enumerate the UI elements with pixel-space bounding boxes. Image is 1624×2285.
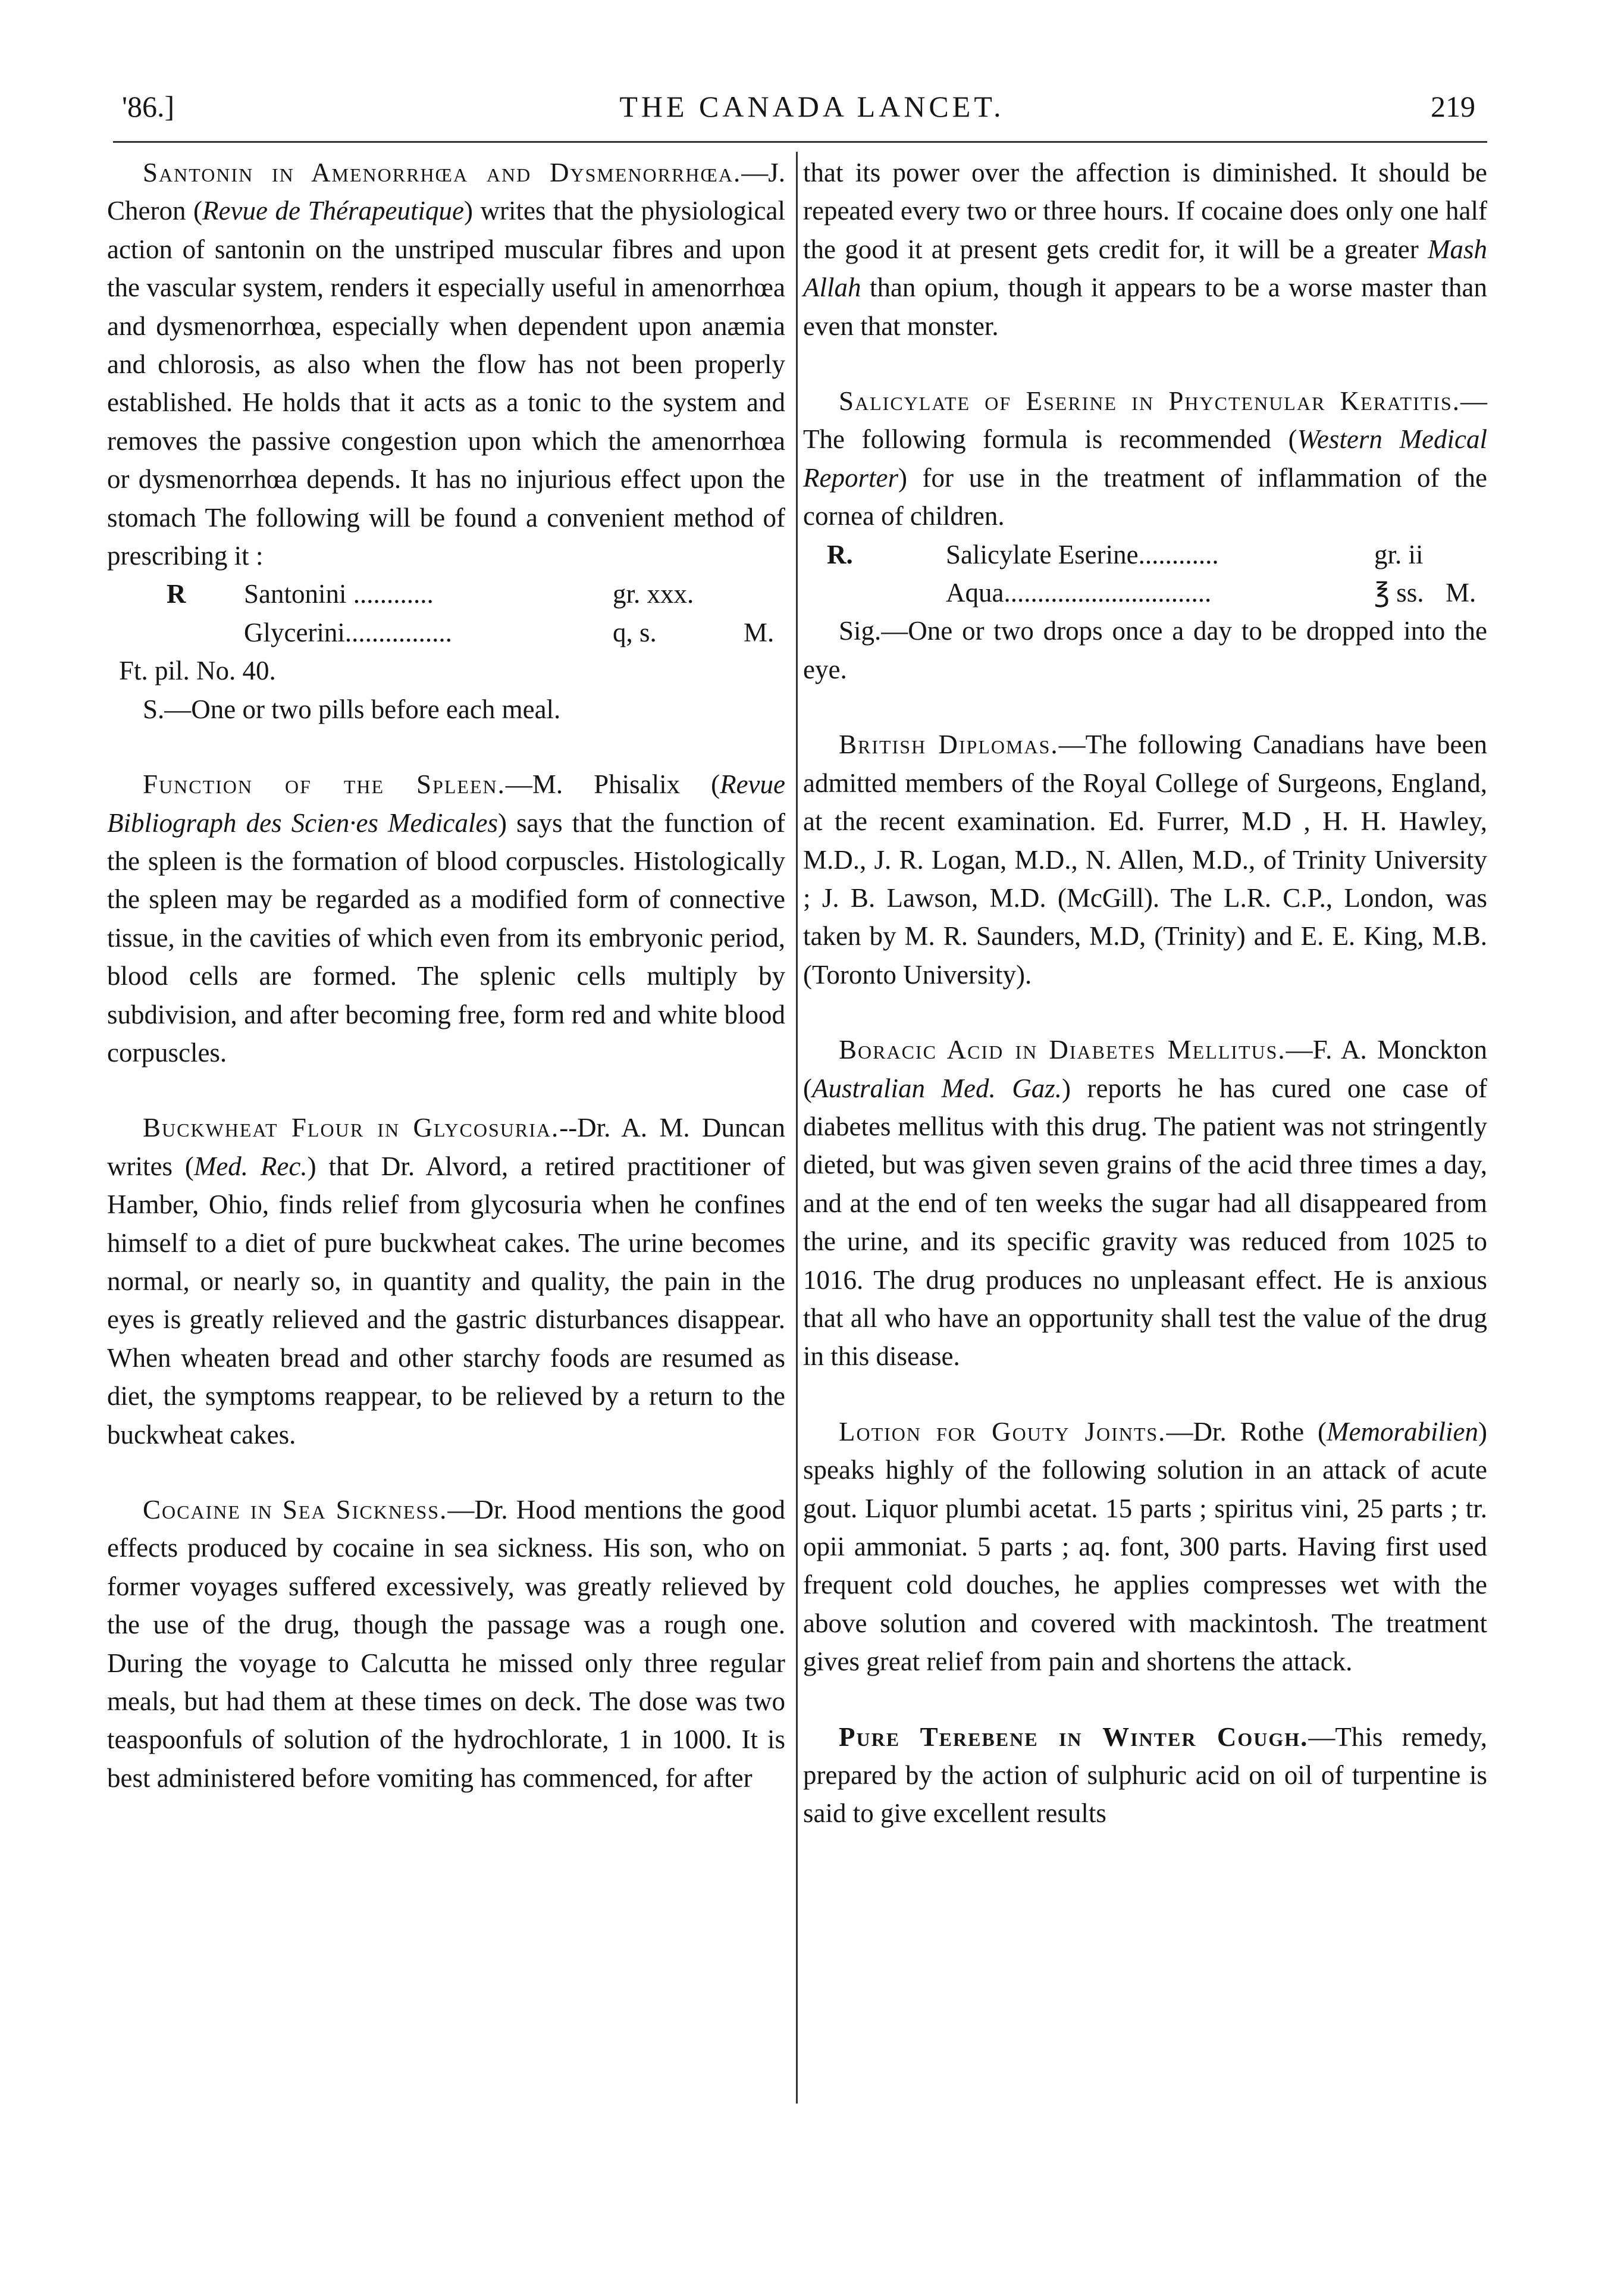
- article-terebene: [803, 1718, 1487, 1833]
- emphasis-text: Mash Allah: [803, 234, 1487, 303]
- article-body: Cocaine in Sea Sickness.—Dr. Hood mentions the good effects produced by cocaine in sea sickness. His son, who on former voyages suffered excessively, was greatly relieved by the use of the drug, though the passage was a rough one. During the voyage to Calcutta he missed only three regular meals, but had them at these times on deck. The dose was two teaspoonfuls of solution of the hydrochlorate, 1 in 1000. It is best administered before vomiting has commenced, for after: [107, 1495, 785, 1793]
- article-cocaine: [107, 1491, 785, 1797]
- source-citation: Revue de Thérapeutique: [202, 196, 464, 226]
- article-eserine: [803, 382, 1487, 688]
- article-title: Santonin in Amenorrhœa and Dysmenorrhœa.: [143, 158, 742, 187]
- column-rule: [796, 152, 798, 2104]
- prescription-line: [107, 613, 785, 652]
- article-title: Boracic Acid in Diabetes Mellitus.: [839, 1035, 1286, 1065]
- source-citation: Med. Rec.: [193, 1151, 308, 1181]
- article-buckwheat: [107, 1109, 785, 1454]
- left-column: [107, 154, 785, 1834]
- article-body: Boracic Acid in Diabetes Mellitus.—F. A. Monckton (Australian Med. Gaz.) reports he has cured one case of diabetes mellitus with this drug. The patient was not stringently dieted, but was given seven grains of the acid three times a day, and at the end of ten weeks the sugar had all disappeared from the urine, and its specific gravity was reduced from 1025 to 1016. The drug produces no unpleasant effect. He is anxious that all who have an opportunity shall test the value of the drug in this disease.: [803, 1035, 1487, 1372]
- article-body: Lotion for Gouty Joints.—Dr. Rothe (Memorabilien) speaks highly of the following solution in an attack of acute gout. Liquor plumbi acetat. 15 parts ; spiritus vini, 25 parts ; tr. opii ammoniat. 5 parts ; aq. font, 300 parts. Having first used frequent cold douches, he applies compresses wet with the above solution and covered with mackintosh. The treatment gives great relief from pain and shortens the attack.: [803, 1416, 1487, 1677]
- right-column: [803, 154, 1487, 1870]
- prescription-line: [107, 575, 785, 613]
- page-number: 219: [1431, 90, 1475, 123]
- article-body: Function of the Spleen.—M. Phisalix (Revue Bibliograph des Scien·es Medicales) says that the function of the spleen is the formation of blood corpuscles. Histologically the spleen may be regarded as a modified form of connective tissue, in the cavities of which even from its embryonic period, blood cells are formed. The splenic cells multiply by subdivision, and after becoming free, form red and white blood corpuscles.: [107, 769, 785, 1068]
- ingredient-name: Glycerini................: [244, 617, 452, 647]
- article-cocaine-continued: [803, 154, 1487, 345]
- source-citation: Western Medical Reporter: [803, 424, 1487, 493]
- header-year: '86.]: [122, 90, 175, 123]
- recipe-symbol: R.: [827, 539, 853, 569]
- misce-mark: M.: [1446, 578, 1476, 608]
- source-citation: Revue Bibliograph des Scien·es Medicales: [107, 769, 785, 838]
- prescription-line: [803, 574, 1487, 612]
- signa-instruction: Sig.—One or two drops once a day to be dropped into the eye.: [803, 616, 1487, 684]
- ingredient-amount: gr. xxx.: [613, 579, 694, 609]
- misce-mark: M.: [744, 617, 775, 647]
- signa-instruction: S.—One or two pills before each meal.: [143, 694, 561, 724]
- ingredient-name: Aqua...............................: [946, 578, 1212, 608]
- article-title: British Diplomas.: [839, 730, 1059, 760]
- article-body: Salicylate of Eserine in Phyctenular Keratitis.—The following formula is recommended (Western Medical Reporter) for use in the treatment of inflammation of the cornea of children.: [803, 386, 1487, 531]
- article-body: Buckwheat Flour in Glycosuria.--Dr. A. M. Duncan writes (Med. Rec.) that Dr. Alvord, a retired practitioner of Hamber, Ohio, finds relief from glycosuria when he confines himself to a diet of pure buckwheat cakes. The urine becomes normal, or nearly so, in quantity and quality, the pain in the eyes is greatly relieved and the gastric disturbances disappear. When wheaten bread and other starchy foods are resumed as diet, the symptoms reappear, to be relieved by a return to the buckwheat cakes.: [107, 1113, 785, 1450]
- ingredient-amount: q, s.: [613, 617, 657, 647]
- article-diplomas: [803, 725, 1487, 994]
- article-boracic: [803, 1031, 1487, 1376]
- ingredient-amount: ℥ ss.: [1374, 578, 1424, 608]
- article-body: Santonin in Amenorrhœa and Dysmenorrhœa.—J. Cheron (Revue de Thérapeutique) writes that the physiological action of santonin on the unstriped muscular fibres and upon the vascular system, renders it especially useful in amenorrhœa and dysmenorrhœa, especially when dependent upon anæmia and chlorosis, as also when the flow has not been properly established. He holds that it acts as a tonic to the system and removes the passive congestion upon which the amenorrhœa or dysmenorrhœa depends. It has no injurious effect upon the stomach The following will be found a convenient method of prescribing it :: [107, 158, 786, 571]
- running-header: [0, 89, 1624, 143]
- article-body: Pure Terebene in Winter Cough.—This remedy, prepared by the action of sulphuric acid on oil of turpentine is said to give excellent results: [803, 1721, 1488, 1829]
- article-title: Cocaine in Sea Sickness.: [143, 1495, 448, 1525]
- ingredient-amount: gr. ii: [1374, 539, 1424, 569]
- article-santonin: [107, 154, 785, 728]
- article-body: British Diplomas.—The following Canadians have been admitted members of the Royal College of Surgeons, England, at the recent examination. Ed. Furrer, M.D , H. H. Hawley, M.D., J. R. Logan, M.D., N. Allen, M.D., of Trinity University ; J. B. Lawson, M.D. (McGill). The L.R. C.P., London, was taken by M. R. Saunders, M.D, (Trinity) and E. E. King, M.B. (Toronto University).: [803, 730, 1488, 990]
- ingredient-name: Salicylate Eserine............: [946, 539, 1219, 569]
- ingredient-name: Santonini ............: [244, 579, 434, 609]
- prescription-line: [803, 536, 1487, 574]
- article-title: Salicylate of Eserine in Phyctenular Keratitis.: [839, 386, 1460, 417]
- journal-title: THE CANADA LANCET.: [619, 90, 1005, 123]
- article-spleen: [107, 765, 785, 1072]
- header-rule: [113, 141, 1487, 143]
- pill-instruction: Ft. pil. No. 40.: [119, 656, 276, 686]
- article-body: that its power over the affection is diminished. It should be repeated every two or three hours. If cocaine does only one half the good it at present gets credit for, it will be a greater Mash Allah than opium, though it appears to be a worse master than even that monster.: [803, 158, 1487, 341]
- source-citation: Australian Med. Gaz.: [812, 1073, 1062, 1103]
- article-gout: [803, 1413, 1487, 1681]
- article-title: Pure Terebene in Winter Cough.: [839, 1721, 1309, 1752]
- article-title: Buckwheat Flour in Glycosuria.: [143, 1113, 560, 1143]
- source-citation: Memorabilien: [1327, 1416, 1478, 1447]
- article-title: Lotion for Gouty Joints.: [839, 1416, 1167, 1447]
- recipe-symbol: R: [167, 579, 186, 609]
- article-title: Function of the Spleen.: [143, 769, 506, 800]
